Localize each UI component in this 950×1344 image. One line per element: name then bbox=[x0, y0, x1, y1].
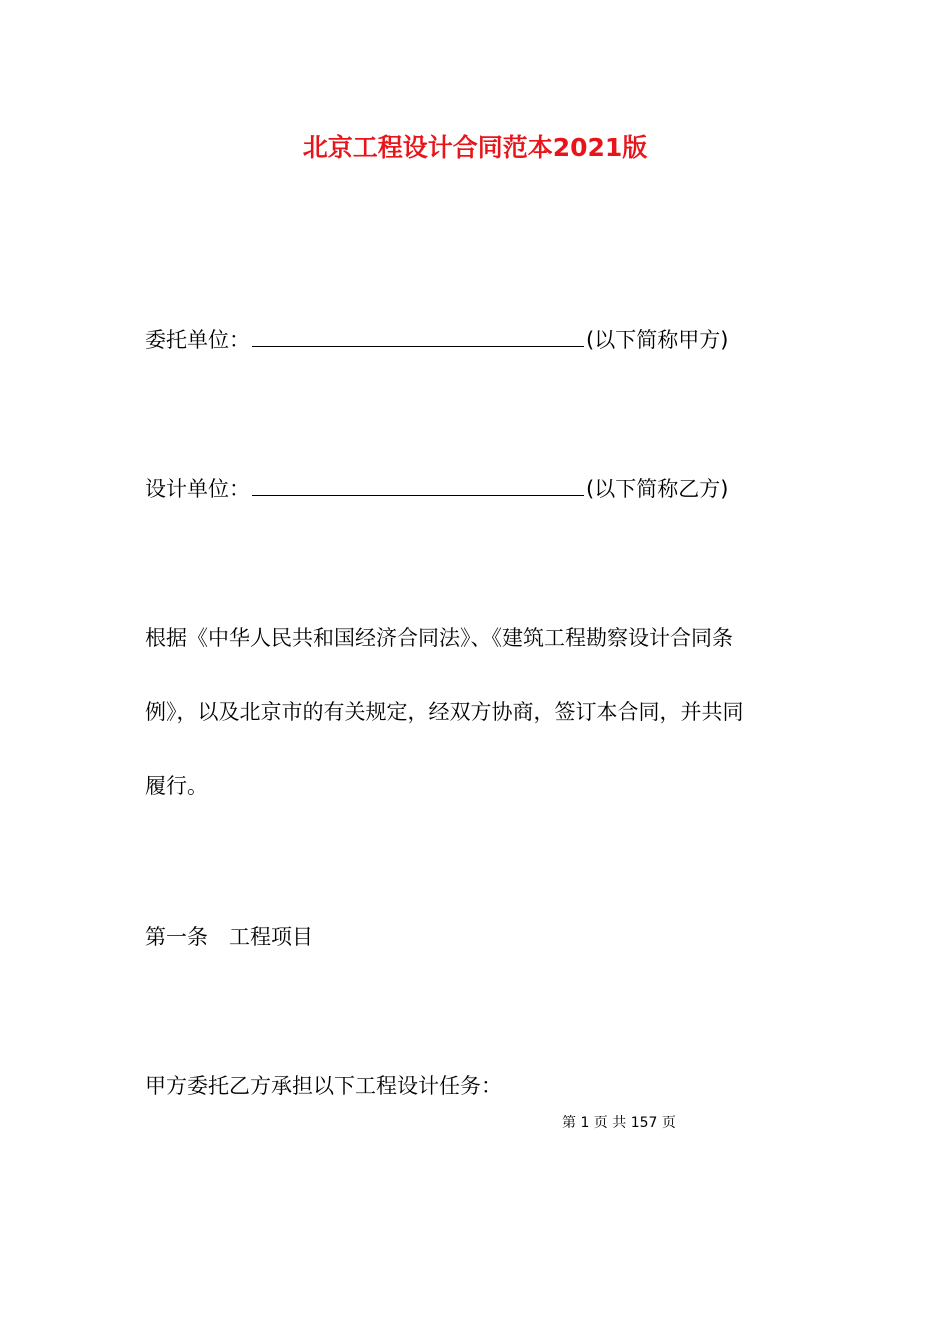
page-number-footer: 第 1 页 共 157 页 bbox=[562, 1115, 676, 1131]
designer-suffix: (以下简称乙方) bbox=[586, 477, 729, 501]
designer-line bbox=[145, 474, 728, 504]
preamble-line: 履行。 bbox=[145, 774, 208, 798]
preamble-paragraph bbox=[145, 601, 810, 823]
client-blank-underline bbox=[252, 326, 584, 347]
designer-blank-underline bbox=[252, 475, 584, 496]
article-1-heading: 第一条 工程项目 bbox=[145, 925, 313, 949]
document-title: 北京工程设计合同范本2021版 bbox=[302, 133, 648, 162]
client-line bbox=[145, 325, 728, 355]
preamble-line: 例》，以及北京市的有关规定，经双方协商，签订本合同，并共同 bbox=[145, 700, 744, 724]
client-suffix: (以下简称甲方) bbox=[586, 328, 729, 352]
preamble-line: 根据《中华人民共和国经济合同法》、《建筑工程勘察设计合同条 bbox=[145, 626, 733, 650]
client-label: 委托单位： bbox=[145, 328, 250, 352]
designer-label: 设计单位： bbox=[145, 477, 250, 501]
article-1-text: 甲方委托乙方承担以下工程设计任务： bbox=[145, 1074, 502, 1098]
